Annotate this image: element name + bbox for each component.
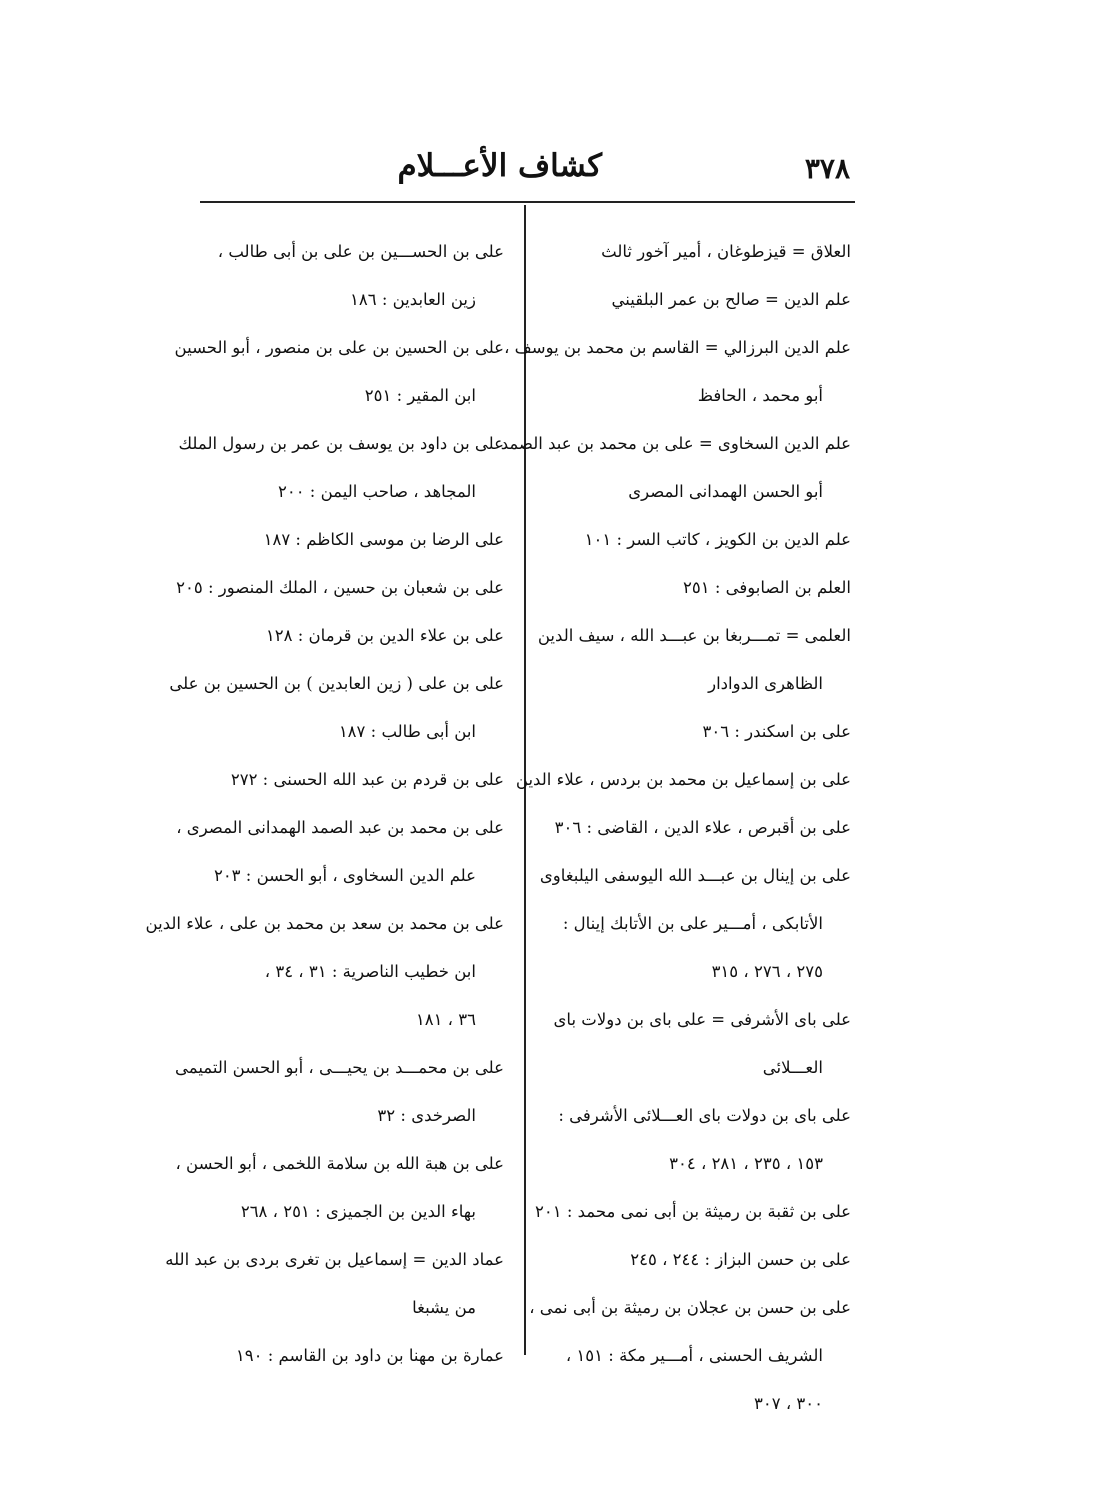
index-entry — [169, 660, 504, 756]
index-entry — [546, 996, 851, 1092]
index-entry — [504, 324, 851, 420]
entry-line: على باى بن دولات باى العـــلائى الأشرفى : — [558, 1106, 851, 1125]
index-entry — [192, 1332, 504, 1380]
index-entry — [546, 1092, 851, 1188]
entry-line: علم الدين بن الكويز ، كاتب السر : ١٠١ — [584, 530, 851, 549]
entry-line: على بن محمد بن عبد الصمد الهمدانى المصرى ، — [176, 818, 504, 837]
entry-line: على باى الأشرفى = على باى بن دولات باى — [553, 1010, 851, 1029]
page-number: ٣٧٨ — [804, 152, 850, 185]
entry-continuation-line: ابن خطيب الناصرية : ٣١ ، ٣٤ ، — [264, 962, 476, 981]
header-rule — [200, 201, 855, 203]
entry-line: العلم بن الصابوفى : ٢٥١ — [682, 578, 851, 597]
entry-line: عمارة بن مهنا بن داود بن القاسم : ١٩٠ — [235, 1346, 504, 1365]
entry-line: على بن أقبرص ، علاء الدين ، القاضى : ٣٠٦ — [554, 818, 851, 837]
index-entry — [176, 804, 504, 900]
entry-line: على بن الحسين بن على بن منصور ، أبو الحسين — [174, 338, 504, 357]
page-header — [200, 148, 850, 198]
index-entry — [539, 852, 851, 996]
index-entry — [546, 708, 851, 756]
entry-continuation-line: أبو الحسن الهمدانى المصرى — [628, 482, 823, 501]
entry-continuation-line: ابن المقير : ٢٥١ — [364, 386, 476, 405]
entry-line: على الرضا بن موسى الكاظم : ١٨٧ — [263, 530, 504, 549]
index-entry — [546, 276, 851, 324]
index-entry — [174, 324, 504, 420]
entry-line: علم الدين السخاوى = على بن محمد بن عبد الصمد — [500, 434, 851, 453]
index-entry — [175, 1044, 504, 1140]
entry-continuation-line: من يشبغا — [412, 1298, 476, 1317]
entry-continuation-line: ٣٠٠ ، ٣٠٧ — [753, 1394, 823, 1413]
index-entry — [500, 420, 851, 516]
index-entry — [515, 756, 851, 804]
entry-continuation-line: علم الدين السخاوى ، أبو الحسن : ٢٠٣ — [213, 866, 476, 885]
index-entry — [165, 1236, 504, 1332]
entry-line: على بن داود بن يوسف بن عمر بن رسول الملك — [178, 434, 504, 453]
index-entry — [546, 1236, 851, 1284]
entry-line: على بن على ( زين العابدين ) بن الحسين بن على — [169, 674, 504, 693]
index-entry — [192, 612, 504, 660]
entry-continuation-line: المجاهد ، صاحب اليمن : ٢٠٠ — [277, 482, 476, 501]
entry-line: على بن شعبان بن حسين ، الملك المنصور : ٢٠٥ — [176, 578, 504, 597]
entry-line: على بن هبة الله بن سلامة اللخمى ، أبو الحسن ، — [175, 1154, 504, 1173]
entry-continuation-line: بهاء الدين بن الجميزى : ٢٥١ ، ٢٦٨ — [240, 1202, 476, 1221]
entry-continuation-line: الظاهرى الدوادار — [708, 674, 823, 693]
entry-line: العلاق = قيزطوغان ، أمير آخور ثالث — [601, 242, 851, 261]
index-entry — [537, 612, 851, 708]
entry-line: على بن محمـــد بن يحيـــى ، أبو الحسن التميمى — [175, 1058, 504, 1077]
index-entry — [546, 564, 851, 612]
entry-continuation-line: العـــلائى — [762, 1058, 823, 1077]
entry-line: عماد الدين = إسماعيل بن تغرى بردى بن عبد الله — [165, 1250, 504, 1269]
entry-continuation-line: ٣٦ ، ١٨١ — [415, 1010, 476, 1029]
entry-continuation-line: الأتابكى ، أمـــير على بن الأتابك إينال : — [562, 914, 823, 933]
index-entry — [535, 1188, 851, 1236]
entry-continuation-line: زين العابدين : ١٨٦ — [349, 290, 476, 309]
entry-continuation-line: الصرخدى : ٣٢ — [377, 1106, 476, 1125]
index-entry — [192, 228, 504, 324]
index-entry — [192, 516, 504, 564]
entry-line: علم الدين = صالح بن عمر البلقيني — [611, 290, 851, 309]
entry-line: على بن ثقبة بن رميثة بن أبى نمى محمد : ٢٠١ — [535, 1202, 851, 1221]
index-entry — [178, 420, 504, 516]
index-entry — [192, 756, 504, 804]
entry-line: على بن قردم بن عبد الله الحسنى : ٢٧٢ — [230, 770, 504, 789]
entry-line: على بن محمد بن سعد بن محمد بن على ، علاء الدين — [145, 914, 504, 933]
index-entry — [529, 1284, 851, 1428]
index-entry — [546, 516, 851, 564]
entry-line: على بن حسن بن عجلان بن رميثة بن أبى نمى ، — [529, 1298, 851, 1317]
index-entry — [175, 1140, 504, 1236]
entry-line: على بن علاء الدين بن قرمان : ١٢٨ — [265, 626, 504, 645]
index-column-left — [145, 228, 504, 1380]
entry-continuation-line: ابن أبى طالب : ١٨٧ — [338, 722, 476, 741]
entry-line: على بن اسكندر : ٣٠٦ — [702, 722, 851, 741]
index-entry — [145, 900, 504, 1044]
entry-continuation-line: ٢٧٥ ، ٢٧٦ ، ٣١٥ — [711, 962, 823, 981]
index-entry — [546, 804, 851, 852]
entry-continuation-line: أبو محمد ، الحافظ — [697, 386, 823, 405]
entry-line: على بن حسن البزاز : ٢٤٤ ، ٢٤٥ — [630, 1250, 851, 1269]
index-entry — [176, 564, 504, 612]
entry-line: علم الدين البرزالي = القاسم بن محمد بن يوسف ، — [504, 338, 851, 357]
entry-continuation-line: الشريف الحسنى ، أمـــير مكة : ١٥١ ، — [565, 1346, 823, 1365]
entry-line: على بن إسماعيل بن محمد بن بردس ، علاء الدين — [515, 770, 851, 789]
entry-continuation-line: ١٥٣ ، ٢٣٥ ، ٢٨١ ، ٣٠٤ — [669, 1154, 823, 1173]
entry-line: العلمى = تمـــربغا بن عبـــد الله ، سيف الدين — [537, 626, 851, 645]
running-title: كشاف الأعـــلام — [397, 148, 602, 184]
entry-line: على بن إينال بن عبـــد الله اليوسفى اليلبغاوى — [539, 866, 851, 885]
entry-line: على بن الحســـين بن على بن أبى طالب ، — [217, 242, 504, 261]
index-column-right — [500, 228, 851, 1428]
index-entry — [546, 228, 851, 276]
